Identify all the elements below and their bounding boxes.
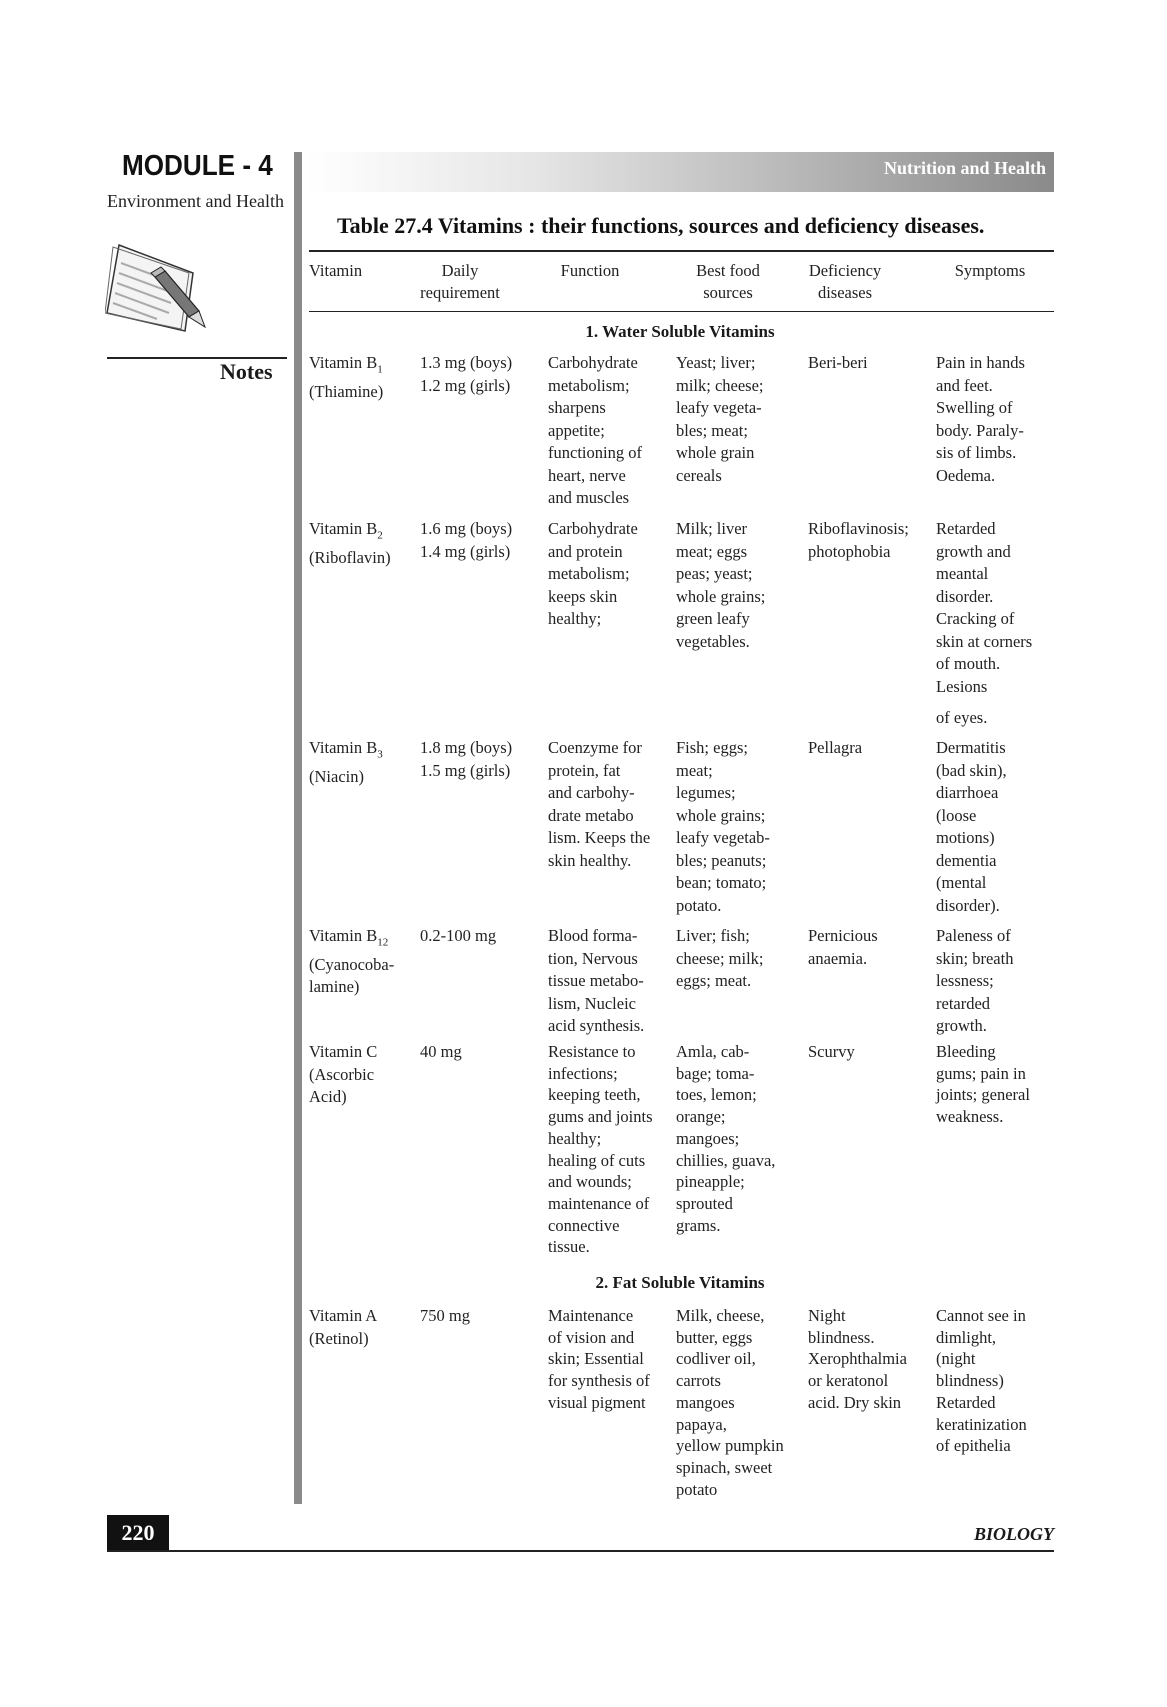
table-row-b12-food: Liver; fish; cheese; milk; eggs; meat.	[676, 926, 764, 990]
table-row-b2-deficiency: Riboflavinosis; photophobia	[808, 519, 909, 561]
table-row-b1-food: Yeast; liver; milk; cheese; leafy vegeta- bles; meat; whole grain cereals	[676, 353, 764, 485]
module-subtitle: Environment and Health	[107, 191, 284, 211]
col-header-symptoms: Symptoms	[954, 261, 1026, 280]
col-header-food: Best food sources	[696, 261, 760, 302]
table-header-rule	[309, 311, 1054, 312]
table-row-a-symptoms: Cannot see in dimlight, (night blindness) Retarded keratinization of epithelia	[936, 1306, 1027, 1456]
table-row-b2-food: Milk; liver meat; eggs peas; yeast; whole grains; green leafy vegetables.	[676, 519, 766, 651]
table-row-b1-function: Carbohydrate metabolism; sharpens appetite; functioning of heart, nerve and muscles	[548, 353, 642, 507]
table-row-a-daily: 750 mg	[420, 1306, 470, 1325]
table-row-c-symptoms: Bleeding gums; pain in joints; general weakness.	[936, 1042, 1030, 1127]
table-row-b2-function: Carbohydrate and protein metabolism; keeps skin healthy;	[548, 519, 638, 628]
table-row-b1-vitamin: Vitamin $B_1$ (Thiamine)	[309, 353, 384, 401]
notes-label: Notes	[220, 359, 273, 384]
page-number: 220	[107, 1515, 169, 1551]
table-row-b3-vitamin: Vitamin $B_3$ (Niacin)	[309, 738, 383, 786]
table-row-b12-deficiency: Pernicious anaemia.	[808, 926, 878, 968]
chapter-title: Nutrition and Health	[883, 158, 1046, 178]
section-water-soluble: 1. Water Soluble Vitamins	[585, 322, 775, 341]
table-row-b3-symptoms: Dermatitis (bad skin), diarrhoea (loose motions) dementia (mental disorder).	[936, 738, 1007, 915]
table-row-b12-daily: 0.2-100 mg	[420, 926, 497, 945]
table-row-c-vitamin: Vitamin C (Ascorbic Acid)	[309, 1042, 378, 1106]
table-title: Table 27.4 Vitamins : their functions, sources and deficiency diseases.	[337, 213, 985, 238]
table-row-b2-symptoms-extra: of eyes.	[936, 708, 988, 727]
margin-bar	[294, 152, 302, 1504]
table-row-c-daily: 40 mg	[420, 1042, 462, 1061]
table-row-b3-deficiency: Pellagra	[808, 738, 863, 757]
table-row-b3-daily: 1.8 mg (boys) 1.5 mg (girls)	[420, 738, 513, 780]
table-row-b2-symptoms: Retarded growth and meantal disorder. Cracking of skin at corners of mouth. Lesions	[936, 519, 1033, 696]
table-row-c-function: Resistance to infections; keeping teeth, gums and joints healthy; healing of cuts and wounds; maintenance of connective tissue.	[548, 1042, 653, 1257]
table-row-b12-vitamin: Vitamin $B_{12}$ (Cyanocoba- lamine)	[309, 926, 395, 997]
table-row-b1-daily: 1.3 mg (boys) 1.2 mg (girls)	[420, 353, 513, 395]
col-header-deficiency: Deficiency diseases	[808, 261, 882, 302]
table-row-c-deficiency: Scurvy	[808, 1042, 855, 1061]
table-row-a-vitamin: Vitamin A (Retinol)	[309, 1306, 378, 1348]
table-row-a-deficiency: Night blindness. Xerophthalmia or keratonol acid. Dry skin	[808, 1306, 907, 1412]
table-row-b1-deficiency: Beri-beri	[808, 353, 868, 372]
module-label: MODULE - 4	[122, 150, 273, 182]
table-row-b12-symptoms: Paleness of skin; breath lessness; retarded growth.	[936, 926, 1014, 1035]
col-header-vitamin: Vitamin	[309, 261, 363, 280]
table-row-b12-function: Blood forma- tion, Nervous tissue metabo- lism, Nucleic acid synthesis.	[548, 926, 645, 1035]
col-header-function: Function	[560, 261, 620, 280]
table-row-b3-function: Coenzyme for protein, fat and carbohy- drate metabo lism. Keeps the skin healthy.	[548, 738, 651, 870]
table-row-b1-symptoms: Pain in hands and feet. Swelling of body. Paraly- sis of limbs. Oedema.	[936, 353, 1025, 485]
footer-subject: BIOLOGY	[974, 1524, 1054, 1544]
section-fat-soluble: 2. Fat Soluble Vitamins	[595, 1273, 765, 1292]
notepad-pencil-icon	[105, 243, 215, 333]
header-band	[306, 152, 1054, 192]
table-row-a-food: Milk, cheese, butter, eggs codliver oil, carrots mangoes papaya, yellow pumpkin spinach, sweet potato	[676, 1306, 784, 1499]
col-header-daily: Daily requirement	[420, 261, 500, 302]
table-row-b2-vitamin: Vitamin $B_2$ (Riboflavin)	[309, 519, 391, 567]
table-row-b2-daily: 1.6 mg (boys) 1.4 mg (girls)	[420, 519, 513, 561]
footer-rule	[107, 1550, 1054, 1552]
table-row-c-food: Amla, cab- bage; toma- toes, lemon; orange; mangoes; chillies, guava, pineapple; sprouted grams.	[676, 1042, 776, 1235]
table-top-rule	[309, 250, 1054, 252]
table-row-b3-food: Fish; eggs; meat; legumes; whole grains; leafy vegetab- bles; peanuts; bean; tomato; potato.	[676, 738, 770, 915]
table-row-a-function: Maintenance of vision and skin; Essential for synthesis of visual pigment	[548, 1306, 650, 1412]
